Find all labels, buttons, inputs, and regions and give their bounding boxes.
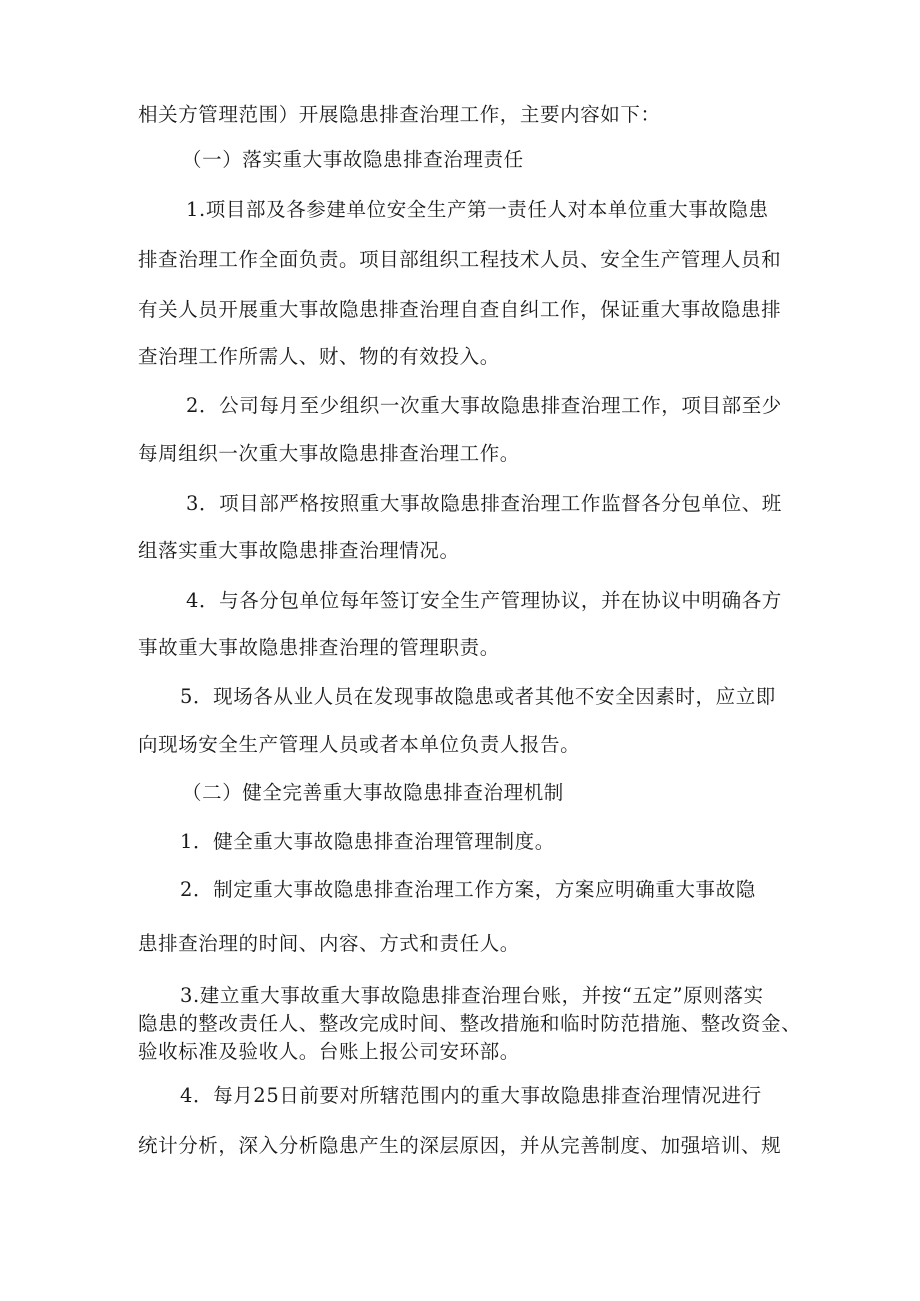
text-line: 组落实重大事故隐患排查治理情况。 [138, 539, 460, 562]
text-line: 有关人员开展重大事故隐患排查治理自查自纠工作，保证重大事故隐患排 [138, 298, 782, 321]
section-heading-2: （二）健全完善重大事故隐患排查治理机制 [182, 781, 564, 804]
text-line: 4．每月25日前要对所辖范围内的重大事故隐患排查治理情况进行 [180, 1084, 762, 1107]
text-line: 隐患的整改责任人、整改完成时间、整改措施和临时防范措施、整改资金、 [138, 1012, 802, 1035]
text-line: 每周组织一次重大事故隐患排查治理工作。 [138, 442, 520, 465]
text-line: 向现场安全生产管理人员或者本单位负责人报告。 [138, 733, 581, 756]
text-line: 3.建立重大事故重大事故隐患排查治理台账，并按“五定”原则落实 [180, 984, 764, 1007]
text-line: 2．制定重大事故隐患排查治理工作方案，方案应明确重大事故隐 [180, 878, 756, 901]
text-line: 患排查治理的时间、内容、方式和责任人。 [138, 932, 520, 955]
text-line: 查治理工作所需人、财、物的有效投入。 [138, 345, 500, 368]
text-line: 1．健全重大事故隐患排查治理管理制度。 [180, 830, 555, 853]
text-line: 2．公司每月至少组织一次重大事故隐患排查治理工作，项目部至少 [186, 394, 782, 417]
text-line: 3．项目部严格按照重大事故隐患排查治理工作监督各分包单位、班 [186, 492, 782, 515]
text-line: 统计分析，深入分析隐患产生的深层原因，并从完善制度、加强培训、规 [138, 1134, 782, 1157]
text-line: 相关方管理范围）开展隐患排查治理工作，主要内容如下： [138, 103, 661, 126]
section-heading-1: （一）落实重大事故隐患排查治理责任 [182, 148, 524, 171]
text-line: 验收标准及验收人。台账上报公司安环部。 [138, 1040, 520, 1063]
text-line: 5．现场各从业人员在发现事故隐患或者其他不安全因素时，应立即 [180, 685, 776, 708]
text-line: 4．与各分包单位每年签订安全生产管理协议，并在协议中明确各方 [186, 589, 782, 612]
text-line: 事故重大事故隐患排查治理的管理职责。 [138, 636, 500, 659]
text-line: 1.项目部及各参建单位安全生产第一责任人对本单位重大事故隐患 [186, 198, 769, 221]
text-line: 排查治理工作全面负责。项目部组织工程技术人员、安全生产管理人员和 [138, 248, 782, 271]
